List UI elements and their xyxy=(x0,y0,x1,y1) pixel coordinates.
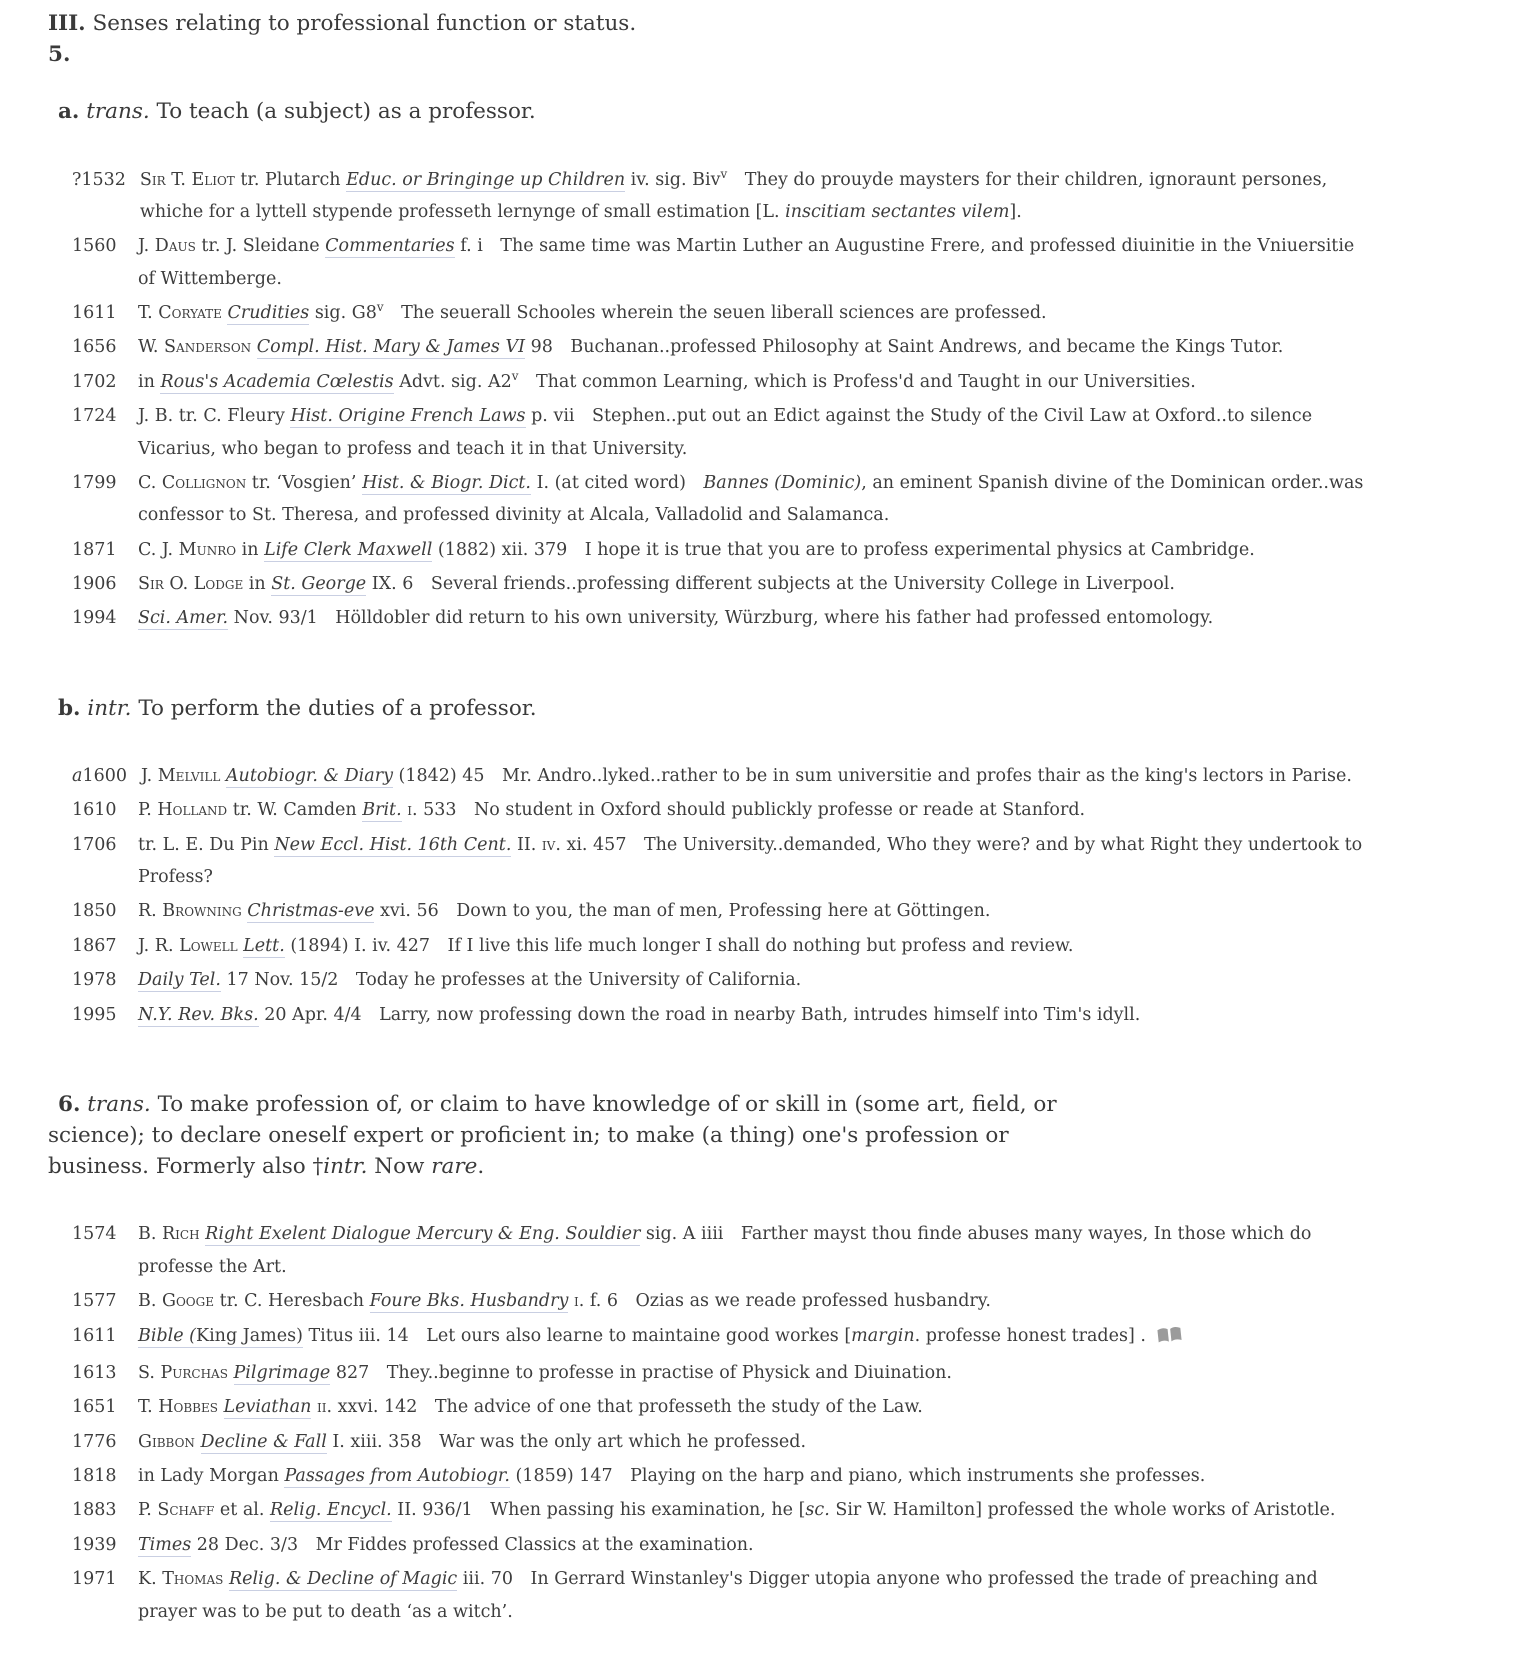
quotation-date: ?1532 xyxy=(72,169,126,190)
text-segment: Now xyxy=(367,1154,432,1180)
text-segment: S. Purchas xyxy=(138,1362,228,1383)
quotation-text xyxy=(138,829,1372,894)
text-segment: rare xyxy=(431,1154,478,1180)
text-segment: xi. 457 The University..demanded, Who they were? and by what Right they undertook to Profess? xyxy=(138,834,1363,888)
sense-heading xyxy=(48,693,1108,724)
work-title-link[interactable]: Crudities xyxy=(227,303,310,324)
work-title-link[interactable]: King James) xyxy=(196,1325,303,1346)
quotation-text xyxy=(138,297,1372,329)
text-segment: , an eminent Spanish divine of the Dominican order..was confessor to St. Theresa, and professed divinity at Alcala, Valladolid and Salamanca. xyxy=(138,472,1364,526)
text-segment: 98 Buchanan..professed Philosophy at Saint Andrews, and became the Kings Tutor. xyxy=(525,337,1284,358)
quotation-date: 1994 xyxy=(72,608,117,629)
quotation-date: 1706 xyxy=(72,834,117,855)
text-segment: trans. xyxy=(86,99,150,125)
work-title-link[interactable]: Passages from Autobiogr. xyxy=(284,1466,510,1487)
sense-heading xyxy=(48,96,1108,127)
text-segment: 20 Apr. 4/4 Larry, now professing down the road in nearby Bath, intrudes himself into Tim's idyll. xyxy=(258,1004,1141,1025)
branch-heading xyxy=(48,8,1504,39)
text-segment: intr. xyxy=(87,695,132,721)
text-segment: II. xyxy=(511,834,542,855)
text-segment: B. Googe xyxy=(138,1291,214,1312)
text-segment: Nov. 93/1 Hölldobler did return to his own university, Würzburg, where his father had professed entomology. xyxy=(228,608,1214,629)
quotation-date: 1656 xyxy=(72,337,117,358)
text-segment: C. J. Munro xyxy=(138,539,237,560)
text-segment: They do prouyde maysters for their children, ignoraunt persones, whiche for a lyttell stypende professeth lernynge of small estimation [L. xyxy=(139,169,1328,222)
quotation-date: 1799 xyxy=(72,472,117,493)
text-segment: Sir T. Eliot xyxy=(139,169,235,190)
text-segment: B. Rich xyxy=(138,1224,200,1245)
work-title-link[interactable]: Compl. Hist. Mary & James VI xyxy=(256,337,526,358)
text-segment: Sir O. Lodge xyxy=(138,574,244,595)
text-segment: I. (at cited word) xyxy=(531,472,704,493)
text-segment: iv. sig. Biv xyxy=(625,169,721,190)
text-segment: (1859) 147 Playing on the harp and piano, which instruments she professes. xyxy=(509,1466,1206,1487)
text-segment: 6. xyxy=(58,1091,81,1117)
text-segment: in xyxy=(138,371,161,392)
text-segment: Sir W. Hamilton] professed the whole works of Aristotle. xyxy=(829,1500,1336,1521)
work-title-link[interactable]: Lett. xyxy=(243,935,285,956)
quotation xyxy=(72,1460,1372,1492)
text-segment: I. xiii. 358 War was the only art which he professed. xyxy=(326,1431,807,1452)
quotation-date: 1560 xyxy=(72,236,117,257)
quotation-date: 1577 xyxy=(72,1291,117,1312)
quotation-date: 1724 xyxy=(72,406,117,427)
text-segment xyxy=(228,1363,234,1383)
quotation xyxy=(72,602,1372,634)
quotation-date: 1613 xyxy=(72,1362,117,1383)
quotation-date: 1611 xyxy=(72,303,117,324)
quotation-text xyxy=(138,331,1372,363)
quotation xyxy=(72,568,1372,600)
text-segment: IX. 6 Several friends..professing different subjects at the University College in Liverpool. xyxy=(366,574,1175,595)
work-title-link[interactable]: Brit. xyxy=(362,800,402,821)
text-segment: intr. xyxy=(323,1154,368,1180)
text-segment: v xyxy=(720,166,728,181)
quotation-list xyxy=(72,164,1372,635)
quotation-text xyxy=(138,366,1372,398)
quotation-date: 1978 xyxy=(72,970,117,991)
quotation-date: 1971 xyxy=(72,1569,117,1590)
text-segment: T. Coryate xyxy=(138,303,222,324)
text-segment: To make profession of, or claim to have knowledge of or skill in (some art, field, or science); to declare oneself expert or proficient in; to make (a thing) one's profession or business. Formerly also † xyxy=(48,1091,1057,1180)
sense-5b xyxy=(48,693,1504,1031)
text-segment: K. Thomas xyxy=(138,1569,224,1590)
quotation xyxy=(72,999,1372,1031)
text-segment: . professe honest trades] . xyxy=(914,1325,1146,1346)
text-segment: Advt. sig. A2 xyxy=(393,371,512,392)
quotation-date: 1818 xyxy=(72,1466,117,1487)
quotation xyxy=(72,297,1372,329)
work-title-link[interactable]: Relig. & Decline of Magic xyxy=(228,1569,458,1590)
text-segment: v xyxy=(511,368,519,383)
quotation xyxy=(72,1494,1372,1526)
quotation-text xyxy=(138,1494,1372,1526)
text-segment: inscitiam sectantes vilem xyxy=(785,201,1010,222)
quotation-text xyxy=(138,930,1372,962)
quotation xyxy=(72,230,1372,295)
quotation xyxy=(72,930,1372,962)
text-segment: xxvi. 142 The advice of one that professeth the study of the Law. xyxy=(332,1397,923,1418)
quotation xyxy=(72,1529,1372,1561)
text-segment: (1882) xii. 379 I hope it is true that you are to profess experimental physics at Cambridge. xyxy=(432,539,1255,560)
quotation xyxy=(72,467,1372,532)
work-title-link[interactable]: Christmas-eve xyxy=(247,901,375,922)
quotation-date: 1867 xyxy=(72,935,117,956)
quotation xyxy=(72,331,1372,363)
quotation xyxy=(72,1563,1372,1628)
text-segment: 533 No student in Oxford should publickly professe or reade at Stanford. xyxy=(417,800,1086,821)
text-segment: (1894) I. iv. 427 If I live this life much longer I shall do nothing but profess and review. xyxy=(284,935,1074,956)
work-title-link[interactable]: Educ. or Bringinge up Children xyxy=(346,169,626,190)
text-segment: Titus iii. 14 Let ours also learne to maintaine good workes [ xyxy=(302,1325,852,1346)
quotation xyxy=(72,400,1372,465)
text-segment: Gibbon xyxy=(138,1431,195,1452)
work-title-link[interactable]: Life Clerk Maxwell xyxy=(264,539,433,560)
text-segment: 28 Dec. 3/3 Mr Fiddes professed Classics at the examination. xyxy=(191,1534,754,1555)
quotation-list xyxy=(72,760,1372,1031)
work-title-link[interactable]: Rous's Academia Cœlestis xyxy=(160,371,394,392)
text-segment: tr. C. Heresbach xyxy=(214,1291,370,1312)
text-segment: J. Daus xyxy=(138,236,196,257)
text-segment: ]. xyxy=(1009,201,1022,222)
work-title-link[interactable]: Autobiogr. & Diary xyxy=(225,765,393,786)
text-segment: v xyxy=(376,300,384,315)
text-segment: R. Browning xyxy=(138,901,242,922)
quotation-text xyxy=(138,964,1372,996)
text-segment: W. Sanderson xyxy=(138,337,252,358)
text-segment: tr. ‘Vosgien’ xyxy=(246,472,363,493)
quotation-text xyxy=(138,1529,1372,1561)
work-title-link[interactable]: Hist. Origine French Laws xyxy=(290,406,526,427)
text-segment: tr. J. Sleidane xyxy=(195,236,326,257)
text-segment: 827 They..beginne to professe in practise of Physick and Diuination. xyxy=(330,1362,952,1383)
work-title-link[interactable]: Commentaries xyxy=(325,236,455,257)
quotation-text xyxy=(138,568,1372,600)
text-segment: tr. Plutarch xyxy=(234,169,347,190)
text-segment: To perform the duties of a professor. xyxy=(131,695,537,721)
quotation-date: 1906 xyxy=(72,574,117,595)
quotation-text xyxy=(138,602,1372,634)
work-title-link[interactable]: Bible ( xyxy=(138,1325,197,1346)
text-segment: T. Hobbes xyxy=(138,1397,218,1418)
quotation-date: 1776 xyxy=(72,1431,117,1452)
quotation-text xyxy=(138,1460,1372,1492)
text-segment: To teach (a subject) as a professor. xyxy=(149,99,536,125)
quotation-date: 1871 xyxy=(72,539,117,560)
quotation-text xyxy=(138,999,1372,1031)
text-segment: f. i The same time was Martin Luther an Augustine Frere, and professed diuinitie in the Vniuersitie of Wittemberge. xyxy=(138,236,1355,289)
text-segment: in xyxy=(243,574,272,595)
quotation-text xyxy=(138,794,1372,826)
work-title-link[interactable]: Pilgrimage xyxy=(233,1362,331,1383)
text-segment: Bannes (Dominic) xyxy=(703,472,862,493)
text-segment: iv. xyxy=(541,834,561,855)
quotation-date: 1574 xyxy=(72,1224,117,1245)
quotation-text xyxy=(138,400,1372,465)
quotation xyxy=(72,964,1372,996)
quotation-list xyxy=(72,1218,1372,1628)
work-title-link[interactable]: Leviathan xyxy=(223,1397,312,1418)
quotation-text xyxy=(141,760,1372,792)
quotation-text xyxy=(138,230,1372,295)
open-book-icon[interactable] xyxy=(1156,1323,1183,1355)
quotation-text xyxy=(138,1320,1372,1355)
text-segment: That common Learning, which is Profess'd and Taught in our Universities. xyxy=(518,371,1196,392)
quotation xyxy=(72,1218,1372,1283)
text-segment: sc. xyxy=(805,1500,830,1521)
text-segment: f. 6 Ozias as we reade professed husbandry. xyxy=(584,1291,991,1312)
text-segment xyxy=(251,337,257,357)
text-segment: i. xyxy=(407,800,418,821)
text-segment: J. Melvill xyxy=(140,765,221,786)
sense-number: 5. xyxy=(48,42,71,68)
quotation-text xyxy=(138,1563,1372,1628)
text-segment: iii. 70 In Gerrard Winstanley's Digger utopia anyone who professed the trade of preaching and prayer was to be put to death ‘as a witch’. xyxy=(138,1569,1318,1622)
text-segment: et al. xyxy=(214,1500,270,1521)
quotation-date: 1939 xyxy=(72,1534,117,1555)
quotation-text xyxy=(140,164,1372,229)
text-segment: P. Schaff xyxy=(138,1500,215,1521)
work-title-link[interactable]: Decline & Fall xyxy=(200,1431,327,1452)
quotation-text xyxy=(138,1218,1372,1283)
quotation xyxy=(72,1391,1372,1423)
work-title-link[interactable]: Foure Bks. Husbandry xyxy=(369,1291,569,1312)
work-title-link[interactable]: Relig. Encycl. xyxy=(269,1500,392,1521)
sense-5a xyxy=(48,96,1504,634)
quotation-date: 1651 xyxy=(72,1397,117,1418)
text-segment: i. xyxy=(573,1291,585,1312)
text-segment: . xyxy=(477,1154,485,1180)
quotation xyxy=(72,794,1372,826)
work-title-link[interactable]: Daily Tel. xyxy=(138,970,221,991)
text-segment: II. 936/1 When passing his examination, he [ xyxy=(391,1500,806,1521)
quotation xyxy=(72,534,1372,566)
text-segment xyxy=(218,1397,224,1417)
work-title-link[interactable]: Hist. & Biogr. Dict. xyxy=(362,472,531,493)
quotation-date: 1883 xyxy=(72,1500,117,1521)
text-segment: tr. W. Camden xyxy=(227,800,363,821)
text-segment: J. R. Lowell xyxy=(138,935,238,956)
work-title-link[interactable]: New Eccl. Hist. 16th Cent. xyxy=(274,834,512,855)
text-segment: xvi. 56 Down to you, the man of men, Professing here at Göttingen. xyxy=(374,901,991,922)
text-segment: C. Collignon xyxy=(138,472,247,493)
quotation xyxy=(72,1426,1372,1458)
text-segment: ii. xyxy=(317,1397,333,1418)
quotation-text xyxy=(138,467,1372,532)
quotation-text xyxy=(138,534,1372,566)
quotation-date: 1995 xyxy=(72,1004,117,1025)
text-segment: P. Holland xyxy=(138,800,228,821)
quotation-date: a1600 xyxy=(72,765,127,786)
branch-number: III. xyxy=(48,11,86,36)
work-title-link[interactable]: St. George xyxy=(271,574,367,595)
text-segment: in xyxy=(236,539,265,560)
quotation xyxy=(72,164,1372,229)
quotation-text xyxy=(138,895,1372,927)
work-title-link[interactable]: Right Exelent Dialogue Mercury & Eng. Souldier xyxy=(205,1224,641,1245)
quotation-date: 1611 xyxy=(72,1325,117,1346)
text-segment: margin xyxy=(851,1325,915,1346)
quotation-text xyxy=(138,1426,1372,1458)
quotation-date: 1702 xyxy=(72,371,117,392)
text-segment: 17 Nov. 15/2 Today he professes at the University of California. xyxy=(220,970,802,991)
quotation-text xyxy=(138,1357,1372,1389)
senses-list xyxy=(48,96,1504,1628)
text-segment: tr. L. E. Du Pin xyxy=(138,834,275,855)
branch-title: Senses relating to professional function or status. xyxy=(85,11,637,36)
work-title-link[interactable]: Sci. Amer. xyxy=(138,608,229,629)
sense-6 xyxy=(48,1089,1504,1628)
work-title-link[interactable]: N.Y. Rev. Bks. xyxy=(138,1004,259,1025)
text-segment: b. xyxy=(58,695,81,721)
quotation xyxy=(72,366,1372,398)
text-segment xyxy=(195,1432,201,1452)
quotation-text xyxy=(138,1391,1372,1423)
quotation xyxy=(72,1285,1372,1317)
text-segment: sig. A iiii Farther mayst thou finde abuses many wayes, In those which do professe the Art. xyxy=(138,1224,1312,1277)
text-segment: The seuerall Schooles wherein the seuen liberall sciences are professed. xyxy=(383,303,1047,324)
quotation-date: 1850 xyxy=(72,901,117,922)
text-segment: trans. xyxy=(87,1091,151,1117)
quotation-text xyxy=(138,1285,1372,1317)
sense-heading xyxy=(48,1089,1108,1183)
quotation xyxy=(72,760,1372,792)
quotation xyxy=(72,829,1372,894)
quotation-date: 1610 xyxy=(72,800,117,821)
text-segment: p. vii Stephen..put out an Edict against the Study of the Civil Law at Oxford..to silence Vicarius, who began to profess and teach it in that University. xyxy=(138,406,1313,459)
quotation xyxy=(72,1357,1372,1389)
text-segment: in Lady Morgan xyxy=(138,1466,285,1487)
text-segment: J. B. tr. C. Fleury xyxy=(138,406,291,427)
text-segment: a. xyxy=(58,99,80,125)
text-segment: (1842) 45 Mr. Andro..lyked..rather to be in sum universitie and profes thair as the king's lectors in Parise. xyxy=(392,765,1352,786)
quotation xyxy=(72,1320,1372,1355)
text-segment: sig. G8 xyxy=(309,303,377,324)
quotation xyxy=(72,895,1372,927)
work-title-link[interactable]: Times xyxy=(138,1534,192,1555)
